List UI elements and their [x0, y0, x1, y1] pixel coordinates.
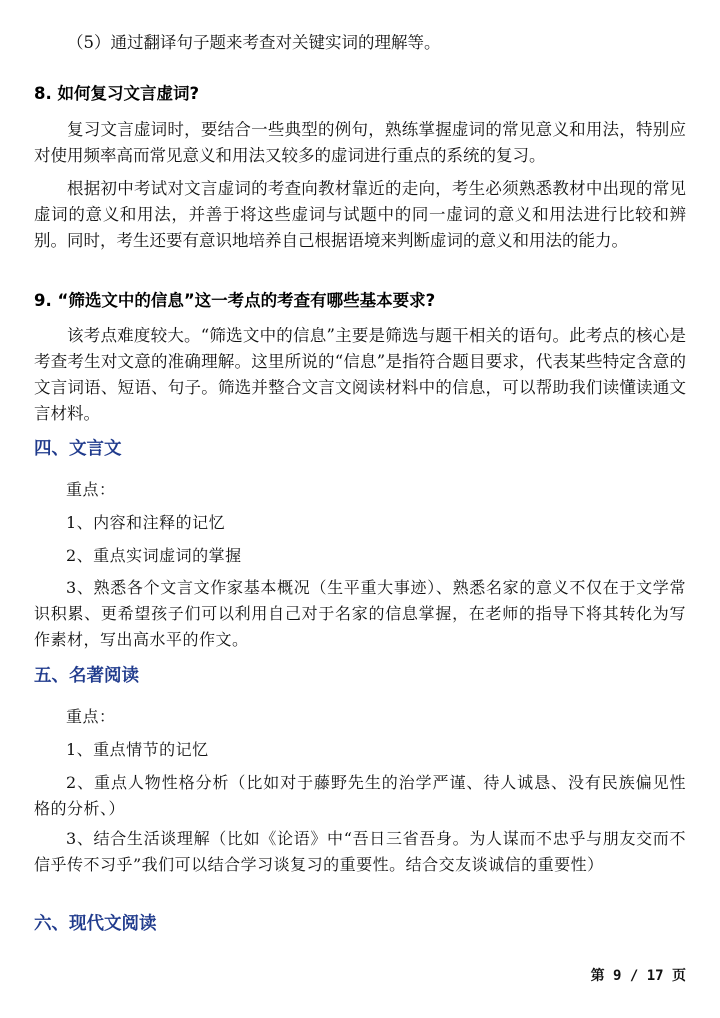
- section-6-heading: 六、现代文阅读: [34, 914, 157, 934]
- q9-heading: 9. “筛选文中的信息”这一考点的考查有哪些基本要求?: [34, 291, 436, 310]
- section-5-item-2: 2、重点人物性格分析（比如对于藤野先生的治学严谨、待人诚恳、没有民族偏见性格的分析、）: [34, 773, 686, 818]
- q8-heading: 8. 如何复习文言虚词?: [34, 84, 200, 103]
- page-number: 第 9 / 17 页: [590, 968, 686, 984]
- section-4-heading: 四、文言文: [34, 439, 122, 459]
- section-4-item-3: 3、熟悉各个文言文作家基本概况（生平重大事迹）、熟悉名家的意义不仅在于文学常识积累、更希望孩子们可以利用自己对于名家的信息掌握，在老师的指导下将其转化为写作素材，写出高水平的作文。: [34, 578, 686, 649]
- q8-paragraph-2: 根据初中考试对文言虚词的考查向教材靠近的走向，考生必须熟悉教材中出现的常见虚词的意义和用法，并善于将这些虚词与试题中的同一虚词的意义和用法进行比较和辨别。同时，考生还要有意识地培养自己根据语境来判断虚词的意义和用法的能力。: [34, 179, 686, 250]
- section-5-key: 重点：: [66, 707, 116, 726]
- top-line: （5）通过翻译句子题来考查对关键实词的理解等。: [67, 33, 441, 52]
- section-4-item-2: 2、重点实词虚词的掌握: [66, 546, 242, 565]
- section-4-key: 重点：: [66, 480, 116, 499]
- q9-paragraph-1: 该考点难度较大。“筛选文中的信息”主要是筛选与题干相关的语句。此考点的核心是考查考生对文意的准确理解。这里所说的“信息”是指符合题目要求，代表某些特定含意的文言词语、短语、句子。筛选并整合文言文阅读材料中的信息，可以帮助我们读懂读通文言材料。: [34, 326, 686, 423]
- section-5-item-3: 3、结合生活谈理解（比如《论语》中“吾日三省吾身。为人谋而不忠乎与朋友交而不信乎传不习乎”我们可以结合学习谈复习的重要性。结合交友谈诚信的重要性）: [34, 829, 686, 874]
- q8-paragraph-1: 复习文言虚词时，要结合一些典型的例句，熟练掌握虚词的常见意义和用法，特别应对使用频率高而常见意义和用法又较多的虚词进行重点的系统的复习。: [34, 120, 686, 165]
- section-5-heading: 五、名著阅读: [34, 666, 139, 686]
- section-4-item-1: 1、内容和注释的记忆: [66, 513, 226, 532]
- section-5-item-1: 1、重点情节的记忆: [66, 740, 209, 759]
